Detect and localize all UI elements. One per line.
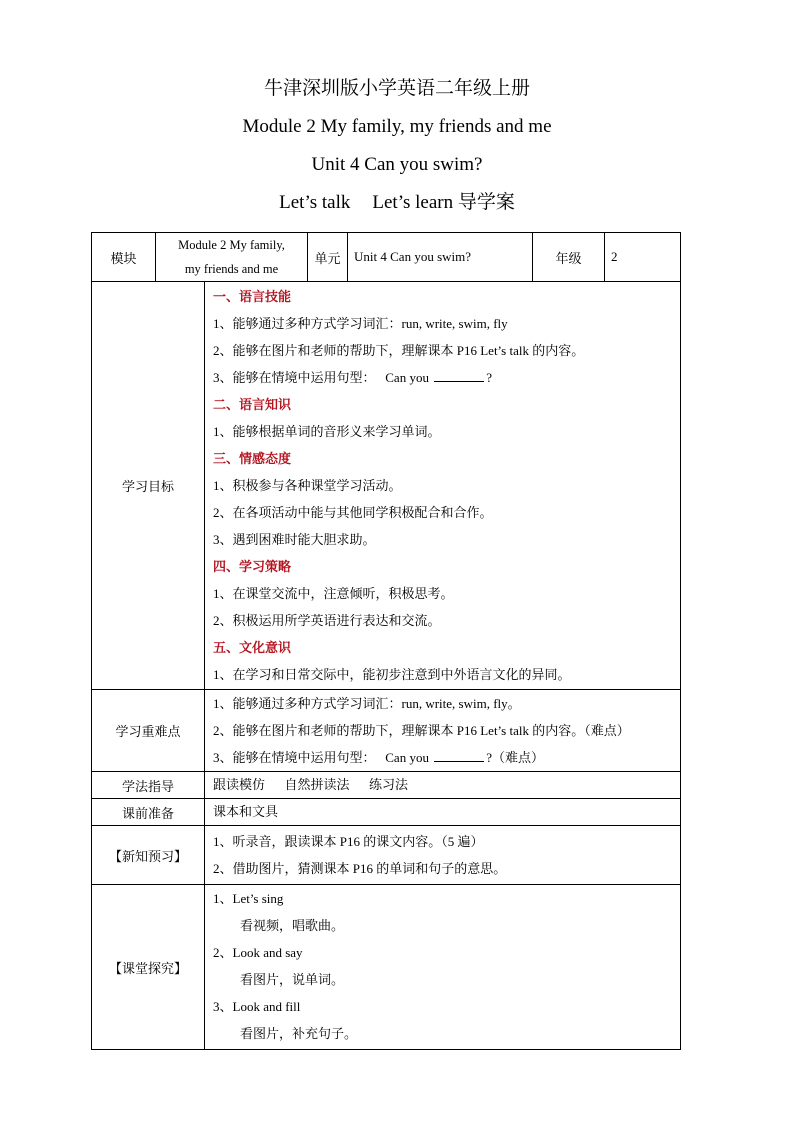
module-label: 模块: [92, 233, 156, 282]
module-value: [156, 233, 308, 282]
grade-label: 年级: [533, 233, 605, 282]
explore-content: [205, 885, 681, 1050]
fill-blank-suffix: ?: [486, 370, 492, 385]
preview-content: [205, 826, 681, 885]
unit-label: 单元: [308, 233, 348, 282]
key-points-row: [92, 690, 681, 772]
content-line: 1、能够通过多种方式学习词汇：run, write, swim, fly。: [213, 696, 521, 711]
answer-blank: [434, 748, 484, 762]
title-lesson: [0, 190, 794, 228]
content-line: 1、在课堂交流中，注意倾听，积极思考。: [213, 586, 454, 601]
preview-row: [92, 826, 681, 885]
lesson-plan-table: [91, 232, 681, 1050]
content-line: 2、Look and say: [213, 945, 303, 960]
preview-label: 【新知预习】: [92, 826, 205, 885]
prep-value: [205, 799, 681, 826]
answer-blank: [434, 368, 484, 382]
fill-blank-suffix: ?（难点）: [486, 750, 544, 765]
info-row: [92, 233, 681, 282]
section-heading: 四、学习策略: [213, 559, 292, 574]
content-line: 2、积极运用所学英语进行表达和交流。: [213, 613, 441, 628]
content-line: 1、在学习和日常交际中，能初步注意到中外语言文化的异同。: [213, 667, 571, 682]
explore-label: 【课堂探究】: [92, 885, 205, 1050]
goals-label: 学习目标: [92, 282, 205, 690]
fill-blank-prefix: 3、能够在情境中运用句型： Can you: [213, 370, 433, 385]
prep-text: 课本和文具: [213, 804, 279, 819]
section-heading: 三、情感态度: [213, 451, 292, 466]
section-heading: 五、文化意识: [213, 640, 292, 655]
instruction-line: 看视频，唱歌曲。: [240, 918, 345, 933]
prep-label: 课前准备: [92, 799, 205, 826]
content-line: 3、遇到困难时能大胆求助。: [213, 532, 376, 547]
section-heading: 一、语言技能: [213, 289, 292, 304]
key-points-content: [205, 690, 681, 772]
goals-row: [92, 282, 681, 690]
method-value: [205, 772, 681, 799]
title-module: Module 2 My family, my friends and me: [242, 116, 552, 137]
content-line: 1、能够通过多种方式学习词汇：run, write, swim, fly: [213, 316, 508, 331]
content-line: 1、能够根据单词的音形义来学习单词。: [213, 424, 441, 439]
fill-blank-prefix: 3、能够在情境中运用句型： Can you: [213, 750, 433, 765]
section-heading: 二、语言知识: [213, 397, 292, 412]
content-line: 3、Look and fill: [213, 999, 301, 1014]
module-value-line-2: my friends and me: [184, 262, 279, 276]
module-value-line-1: Module 2 My family,: [178, 238, 285, 252]
content-line: 2、借助图片，猜测课本 P16 的单词和句子的意思。: [213, 861, 507, 876]
title-unit: Unit 4 Can you swim?: [311, 154, 483, 175]
content-line: 1、Let’s sing: [213, 891, 284, 906]
explore-row: [92, 885, 681, 1050]
content-line: 1、积极参与各种课堂学习活动。: [213, 478, 402, 493]
content-line: 2、能够在图片和老师的帮助下，理解课本 P16 Let’s talk 的内容。（难点）: [213, 723, 630, 738]
unit-value: Unit 4 Can you swim?: [348, 233, 533, 282]
title-grade: 牛津深圳版小学英语二年级上册: [263, 78, 530, 99]
content-line: 2、在各项活动中能与其他同学积极配合和合作。: [213, 505, 493, 520]
method-row: [92, 772, 681, 799]
goals-content: [205, 282, 681, 690]
grade-value: 2: [605, 233, 681, 282]
content-line: 2、能够在图片和老师的帮助下，理解课本 P16 Let’s talk 的内容。: [213, 343, 585, 358]
title-learn: Let’s learn 导学案: [372, 192, 515, 213]
instruction-line: 看图片，补充句子。: [240, 1026, 358, 1041]
method-label: 学法指导: [92, 772, 205, 799]
fill-blank-line: [213, 744, 680, 771]
document-header: [0, 76, 794, 228]
prep-row: [92, 799, 681, 826]
method-text: 跟读模仿 自然拼读法 练习法: [213, 777, 409, 792]
fill-blank-line: [213, 364, 680, 391]
content-line: 1、听录音，跟读课本 P16 的课文内容。（5 遍）: [213, 834, 484, 849]
instruction-line: 看图片，说单词。: [240, 972, 345, 987]
title-talk: Let’s talk: [279, 192, 351, 213]
key-points-label: 学习重难点: [92, 690, 205, 772]
